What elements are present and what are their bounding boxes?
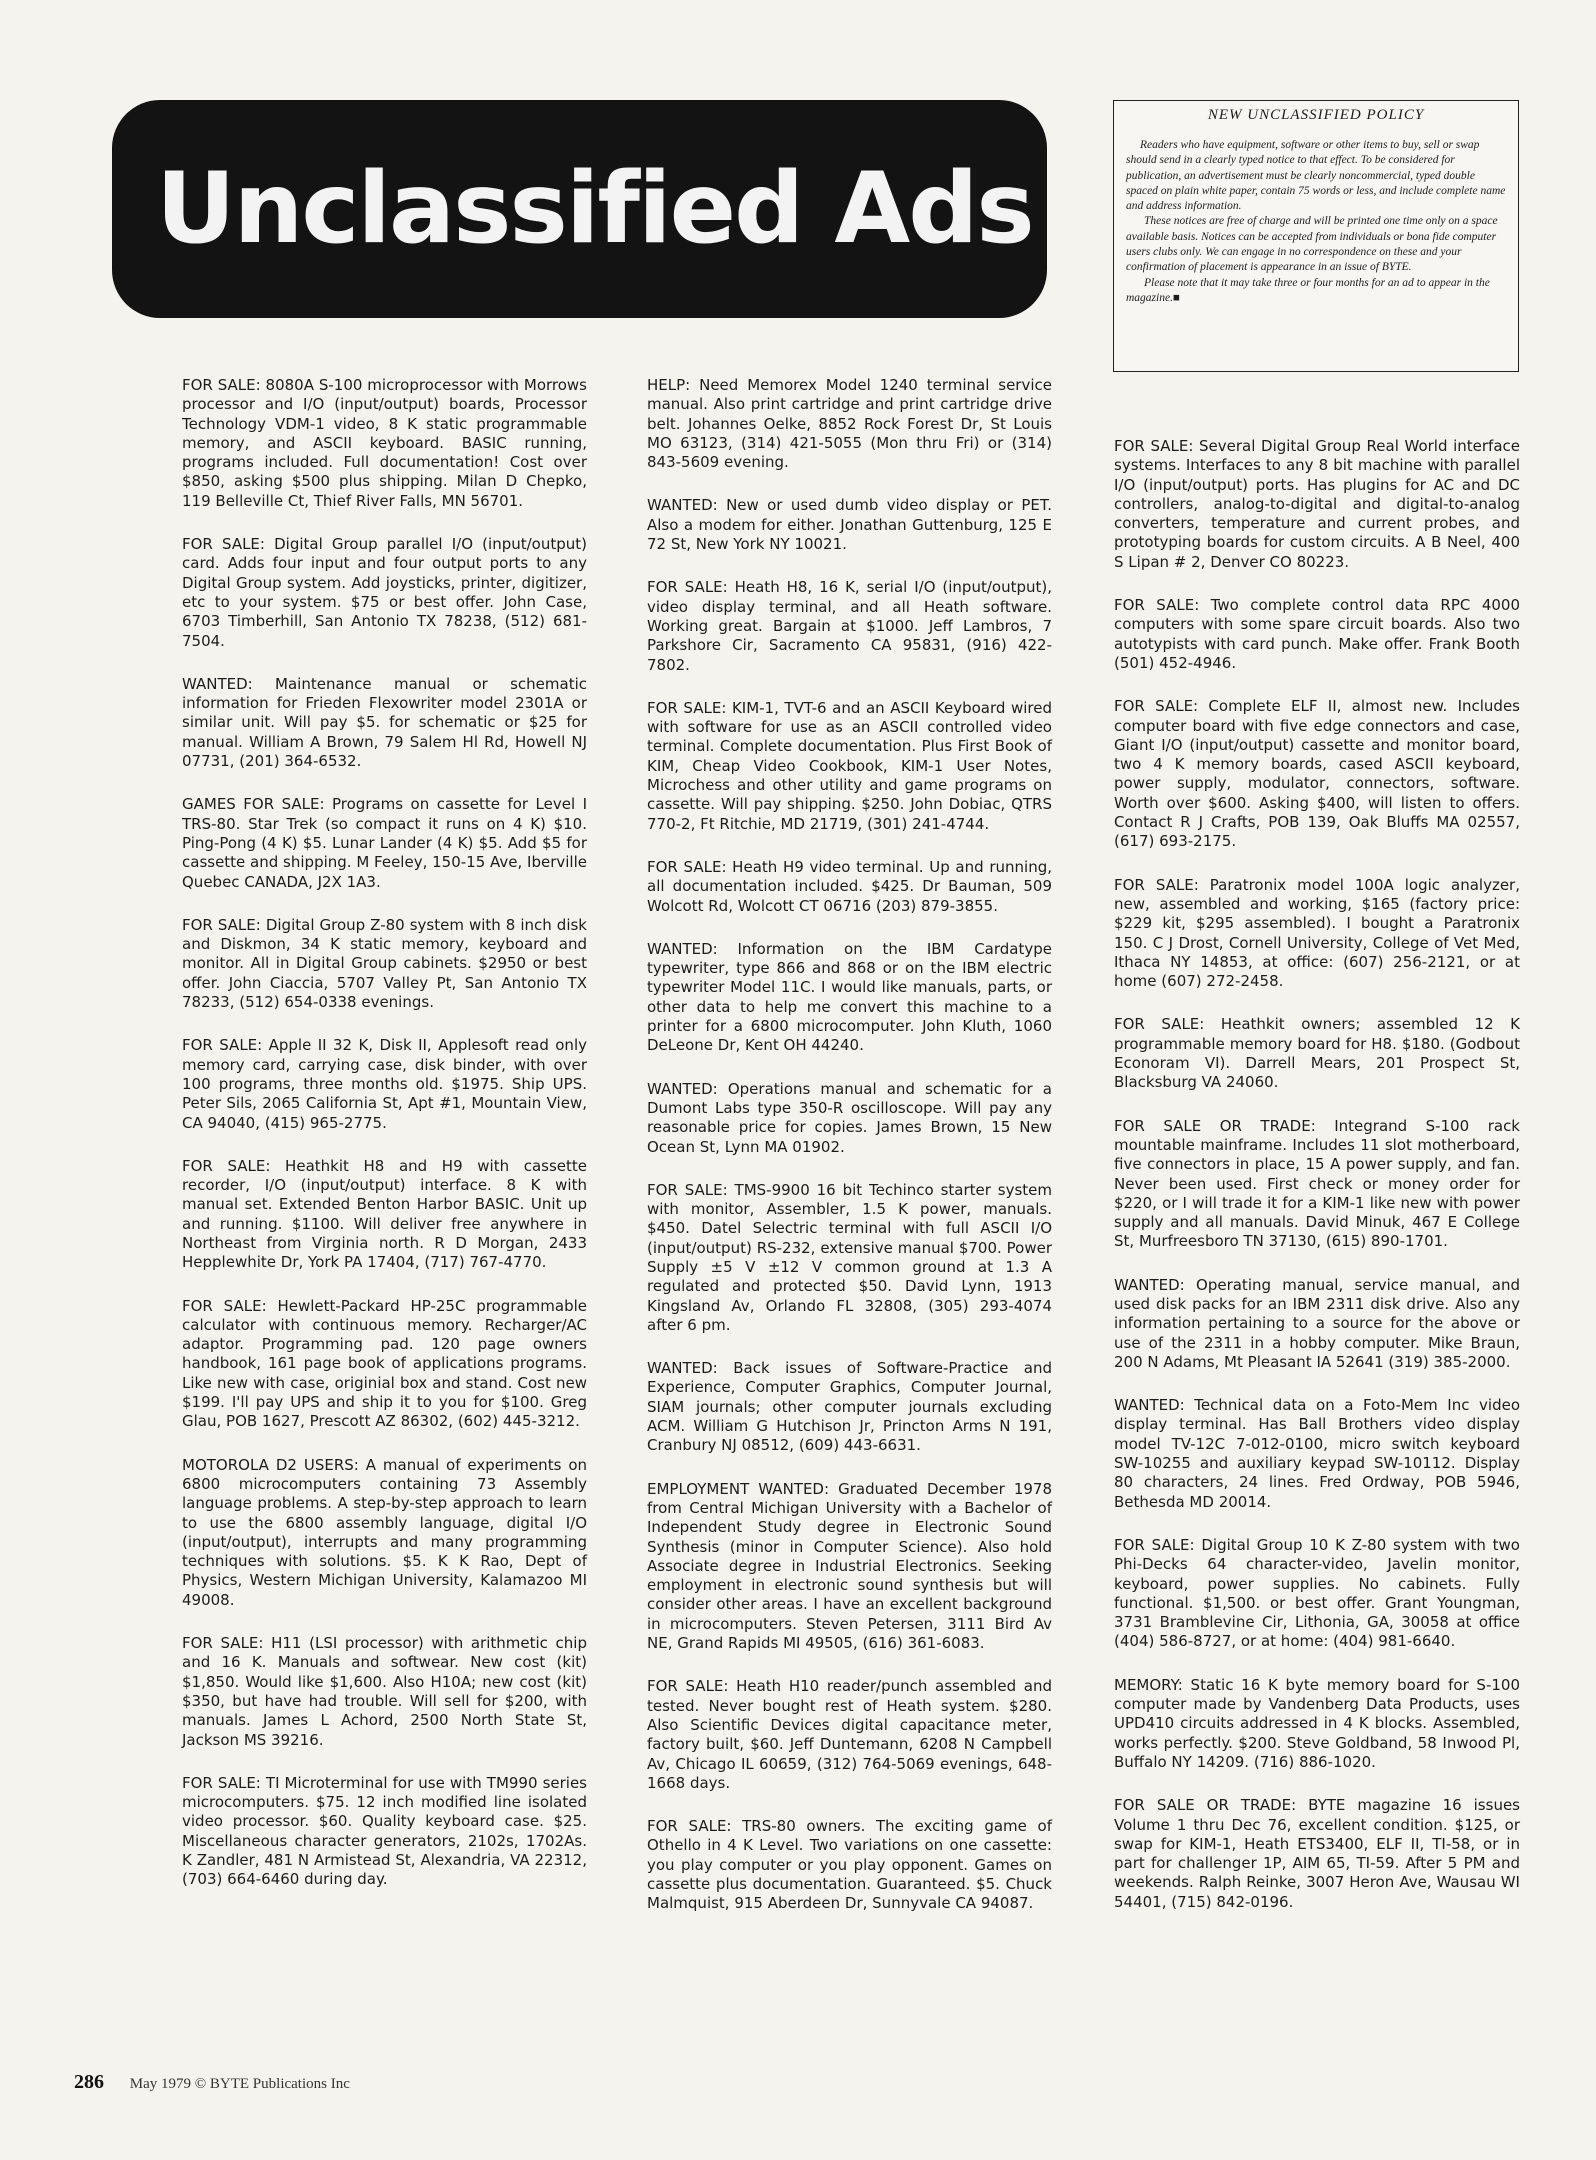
ad-item: MOTOROLA D2 USERS: A manual of experiments on 6800 microcomputers containing 73 Assembly language problems. A step-by-step approach to learn to use the 6800 assembly language, digital I/O (input/output), interrupts and many programming techniques with solutions. $5. K K Rao, Dept of Physics, Western Michigan University, Kalamazoo MI 49008.	[182, 1455, 587, 1609]
ad-item: FOR SALE OR TRADE: Integrand S-100 rack mountable mainframe. Includes 11 slot motherboard, five connectors in place, 15 A power supply, and fan. Never been used. First check or money order for $220, or I will trade it for a KIM-1 like new with power supply and all manuals. David Minuk, 467 E College St, Murfreesboro TN 37130, (615) 890-1701.	[1114, 1116, 1520, 1251]
ad-item: FOR SALE: 8080A S-100 microprocessor with Morrows processor and I/O (input/output) boards, Processor Technology VDM-1 video, 8 K static programmable memory, and ASCII keyboard. BASIC running, programs included. Full documentation! Cost over $850, asking $500 plus shipping. Milan D Chepko, 119 Belleville Ct, Thief River Falls, MN 56701.	[182, 376, 587, 510]
ad-item: FOR SALE: Heath H9 video terminal. Up and running, all documentation included. $425. Dr Bauman, 509 Wolcott Rd, Wolcott CT 06716 (203) 879-3855.	[647, 857, 1052, 915]
ad-item: FOR SALE: TI Microterminal for use with TM990 series microcomputers. $75. 12 inch modified line isolated video processor. $60. Quality keyboard case. $25. Miscellaneous character generators, 2102s, 1702As. K Zandler, 481 N Armistead St, Alexandria, VA 22312, (703) 664-6460 during day.	[182, 1773, 587, 1889]
ads-column-3	[1114, 437, 1520, 1936]
ad-item: FOR SALE OR TRADE: BYTE magazine 16 issues Volume 1 thru Dec 76, excellent condition. $125, or swap for KIM-1, Heath ETS3400, ELF II, TI-58, or in part for challenger 1P, AIM 65, TI-59. After 5 PM and weekends. Ralph Reinke, 3007 Heron Ave, Wausau WI 54401, (715) 842-0196.	[1114, 1796, 1520, 1911]
ad-item: FOR SALE: Several Digital Group Real World interface systems. Interfaces to any 8 bit machine with parallel I/O (input/output) ports. Has plugins for AC and DC controllers, analog-to-digital and digital-to-analog converters, temperature and current probes, and prototyping boards for custom circuits. A B Neel, 400 S Lipan # 2, Denver CO 80223.	[1114, 437, 1520, 571]
policy-paragraph: Readers who have equipment, software or other items to buy, sell or swap should send in a clearly typed notice to that effect. To be considered for publication, an advertisement must be clearly noncommercial, typed double spaced on plain white paper, contain 75 words or less, and include complete name and address information.	[1126, 139, 1506, 213]
ad-item: FOR SALE: Heath H10 reader/punch assembled and tested. Never bought rest of Heath system. $280. Also Scientific Devices digital capacitance meter, factory built, $60. Jeff Duntemann, 6208 N Campbell Av, Chicago IL 60659, (312) 764-5069 evenings, 648-1668 days.	[647, 1677, 1052, 1792]
ad-item: WANTED: Information on the IBM Cardatype typewriter, type 866 and 868 or on the IBM electric typewriter Model 11C. I would like manuals, parts, or other data to help me convert this machine to a printer for a 6800 microcomputer. John Kluth, 1060 DeLeone Dr, Kent OH 44240.	[647, 939, 1052, 1055]
page-footer	[74, 2071, 350, 2094]
ad-item: FOR SALE: Paratronix model 100A logic analyzer, new, assembled and working, $165 (factory price: $229 kit, $295 assembled). I bought a Paratronix 150. C J Drost, Cornell University, College of Vet Med, Ithaca NY 14853, at office: (607) 256-2121, or at home (607) 272-2458.	[1114, 875, 1520, 991]
ad-item: FOR SALE: Heath H8, 16 K, serial I/O (input/output), video display terminal, and all Heath software. Working great. Bargain at $1000. Jeff Lambros, 7 Parkshore Cir, Sacramento CA 95831, (916) 422-7802.	[647, 578, 1052, 674]
ad-item: FOR SALE: Digital Group 10 K Z-80 system with two Phi-Decks 64 character-video, Javelin monitor, keyboard, power supplies. No cabinets. Fully functional. $1,500. or best offer. Grant Youngman, 3731 Bramblevine Cir, Lithonia, GA, 30058 at office (404) 586-8727, or at home: (404) 981-6640.	[1114, 1535, 1520, 1651]
policy-box	[1113, 100, 1519, 372]
page-title: Unclassified Ads	[156, 152, 1033, 266]
ad-item: FOR SALE: Digital Group parallel I/O (input/output) card. Adds four input and four output ports to any Digital Group system. Add joysticks, printer, digitizer, etc to your system. $75 or best offer. John Case, 6703 Timberhill, San Antonio TX 78238, (512) 681-7504.	[182, 535, 587, 650]
ad-item: FOR SALE: Hewlett-Packard HP-25C programmable calculator with continuous memory. Recharger/AC adaptor. Programming pad. 120 page owners handbook, 161 page book of applications programs. Like new with case, originial box and stand. Cost new $199. I'll pay UPS and ship it to you for $100. Greg Glau, POB 1627, Prescott AZ 86302, (602) 445-3212.	[182, 1296, 587, 1431]
ad-item: WANTED: Operations manual and schematic for a Dumont Labs type 350-R oscilloscope. Will pay any reasonable price for copies. James Brown, 15 New Ocean St, Lynn MA 01902.	[647, 1079, 1052, 1156]
ad-item: FOR SALE: H11 (LSI processor) with arithmetic chip and 16 K. Manuals and softwear. New cost (kit) $1,850. Would like $1,600. Also H10A; new cost (kit) $350, but have had trouble. Will sell for $200, with manuals. James L Achord, 2500 North State St, Jackson MS 39216.	[182, 1634, 587, 1749]
ad-item: FOR SALE: Heathkit owners; assembled 12 K programmable memory board for H8. $180. (Godbout Econoram VI). Darrell Mears, 201 Prospect St, Blacksburg VA 24060.	[1114, 1015, 1520, 1092]
ad-item: FOR SALE: KIM-1, TVT-6 and an ASCII Keyboard wired with software for use as an ASCII controlled video terminal. Complete documentation. Plus First Book of KIM, Cheap Video Cookbook, KIM-1 User Notes, Microchess and other utility and game programs on cassette. Will pay shipping. $250. John Dobiac, QTRS 770-2, Ft Ritchie, MD 21719, (301) 241-4744.	[647, 698, 1052, 833]
ad-item: FOR SALE: Two complete control data RPC 4000 computers with some spare circuit boards. Also two autotypists with card punch. Make offer. Frank Booth (501) 452-4946.	[1114, 596, 1520, 672]
ad-item: FOR SALE: Apple II 32 K, Disk II, Applesoft read only memory card, carrying case, disk binder, with over 100 programs, three months old. $1975. Ship UPS. Peter Sils, 2065 California St, Apt #1, Mountain View, CA 94040, (415) 965-2775.	[182, 1036, 587, 1132]
ad-item: FOR SALE: TRS-80 owners. The exciting game of Othello in 4 K Level. Two variations on one cassette: you play computer or you play opponent. Games on cassette plus documentation. Guaranteed. $5. Chuck Malmquist, 915 Aberdeen Dr, Sunnyvale CA 94087.	[647, 1817, 1052, 1913]
ads-column-1	[182, 376, 587, 1914]
ad-item: GAMES FOR SALE: Programs on cassette for Level I TRS-80. Star Trek (so compact it runs on 4 K) $10. Ping-Pong (4 K) $5. Lunar Lander (4 K) $5. Add $5 for cassette and shipping. M Feeley, 150-15 Ave, Iberville Quebec CANADA, J2X 1A3.	[182, 795, 587, 891]
ad-item: HELP: Need Memorex Model 1240 terminal service manual. Also print cartridge and print cartridge drive belt. Johannes Oelke, 8852 Rock Forest Dr, St Louis MO 63123, (314) 421-5055 (Mon thru Fri) or (314) 843-5609 evening.	[647, 376, 1052, 472]
ad-item: WANTED: Back issues of Software-Practice and Experience, Computer Graphics, Computer Journal, SIAM journals; other computer journals excluding ACM. William G Hutchison Jr, Princton Arms N 191, Cranbury NJ 08512, (609) 443-6631.	[647, 1359, 1052, 1455]
page-number: 286	[74, 2071, 104, 2093]
ad-item: WANTED: New or used dumb video display or PET. Also a modem for either. Jonathan Guttenburg, 125 E 72 St, New York NY 10021.	[647, 496, 1052, 554]
ad-item: MEMORY: Static 16 K byte memory board for S-100 computer made by Vandenberg Data Products, uses UPD410 circuits addressed in 4 K blocks. Assembled, works perfectly. $200. Steve Goldband, 58 Inwood Pl, Buffalo NY 14209. (716) 886-1020.	[1114, 1675, 1520, 1771]
publication-line: May 1979 © BYTE Publications Inc	[129, 2076, 350, 2092]
ad-item: FOR SALE: Heathkit H8 and H9 with cassette recorder, I/O (input/output) interface. 8 K with manual set. Extended Benton Harbor BASIC. Unit up and running. $1100. Will deliver free anywhere in Northeast from Virginia north. R D Morgan, 2433 Hepplewhite Dr, York PA 17404, (717) 767-4770.	[182, 1156, 587, 1272]
ad-item: WANTED: Technical data on a Foto-Mem Inc video display terminal. Has Ball Brothers video display model TV-12C 7-012-0100, micro switch keyboard SW-10255 and auxiliary keypad SW-10112. Display 80 characters, 24 lines. Fred Ordway, POB 5946, Bethesda MD 20014.	[1114, 1396, 1520, 1511]
policy-paragraph: These notices are free of charge and will be printed one time only on a space available basis. Notices can be accepted from individuals or bona fide computer users clubs only. We can engage in no correspondence on these and your confirmation of placement is appearance in an issue of BYTE.	[1126, 215, 1498, 274]
ad-item: FOR SALE: TMS-9900 16 bit Techinco starter system with monitor, Assembler, 1.5 K power, manuals. $450. Datel Selectric terminal with full ASCII I/O (input/output) RS-232, extensive manual $700. Power Supply ±5 V ±12 V common ground at 1.3 A regulated and protected $50. David Lynn, 1913 Kingsland Av, Orlando FL 32808, (305) 293-4074 after 6 pm.	[647, 1180, 1052, 1334]
ads-column-2	[647, 376, 1052, 1938]
title-banner	[112, 100, 1047, 318]
policy-title: NEW UNCLASSIFIED POLICY	[1207, 107, 1425, 123]
ad-item: FOR SALE: Complete ELF II, almost new. Includes computer board with five edge connectors and case, Giant I/O (input/output) cassette and monitor board, two 4 K memory boards, cased ASCII keyboard, power supply, modulator, connectors, software. Worth over $600. Asking $400, will listen to offers. Contact R J Crafts, POB 139, Oak Bluffs MA 02557, (617) 693-2175.	[1114, 697, 1520, 851]
ad-item: FOR SALE: Digital Group Z-80 system with 8 inch disk and Diskmon, 34 K static memory, keyboard and monitor. All in Digital Group cabinets. $2950 or best offer. John Ciaccia, 5707 Valley Pt, San Antonio TX 78233, (512) 654-0338 evenings.	[182, 915, 587, 1012]
policy-paragraph: Please note that it may take three or four months for an ad to appear in the magazine.■	[1126, 276, 1490, 304]
ad-item: EMPLOYMENT WANTED: Graduated December 1978 from Central Michigan University with a Bachelor of Independent Study degree in Electronic Sound Synthesis (minor in Computer Science). Also hold Associate degree in Industrial Electronics. Seeking employment in electronic sound synthesis but will consider other areas. I have an excellent background in microcomputers. Steven Petersen, 3111 Bird Av NE, Grand Rapids MI 49505, (616) 361-6083.	[647, 1479, 1052, 1653]
ad-item: WANTED: Maintenance manual or schematic information for Frieden Flexowriter model 2301A or similar unit. Will pay $5. for schematic or $25 for manual. William A Brown, 79 Salem Hl Rd, Howell NJ 07731, (201) 364-6532.	[182, 674, 587, 771]
ad-item: WANTED: Operating manual, service manual, and used disk packs for an IBM 2311 disk drive. Also any information pertaining to a source for the above or use of the 2311 in a hobby computer. Mike Braun, 200 N Adams, Mt Pleasant IA 52641 (319) 385-2000.	[1114, 1275, 1520, 1371]
